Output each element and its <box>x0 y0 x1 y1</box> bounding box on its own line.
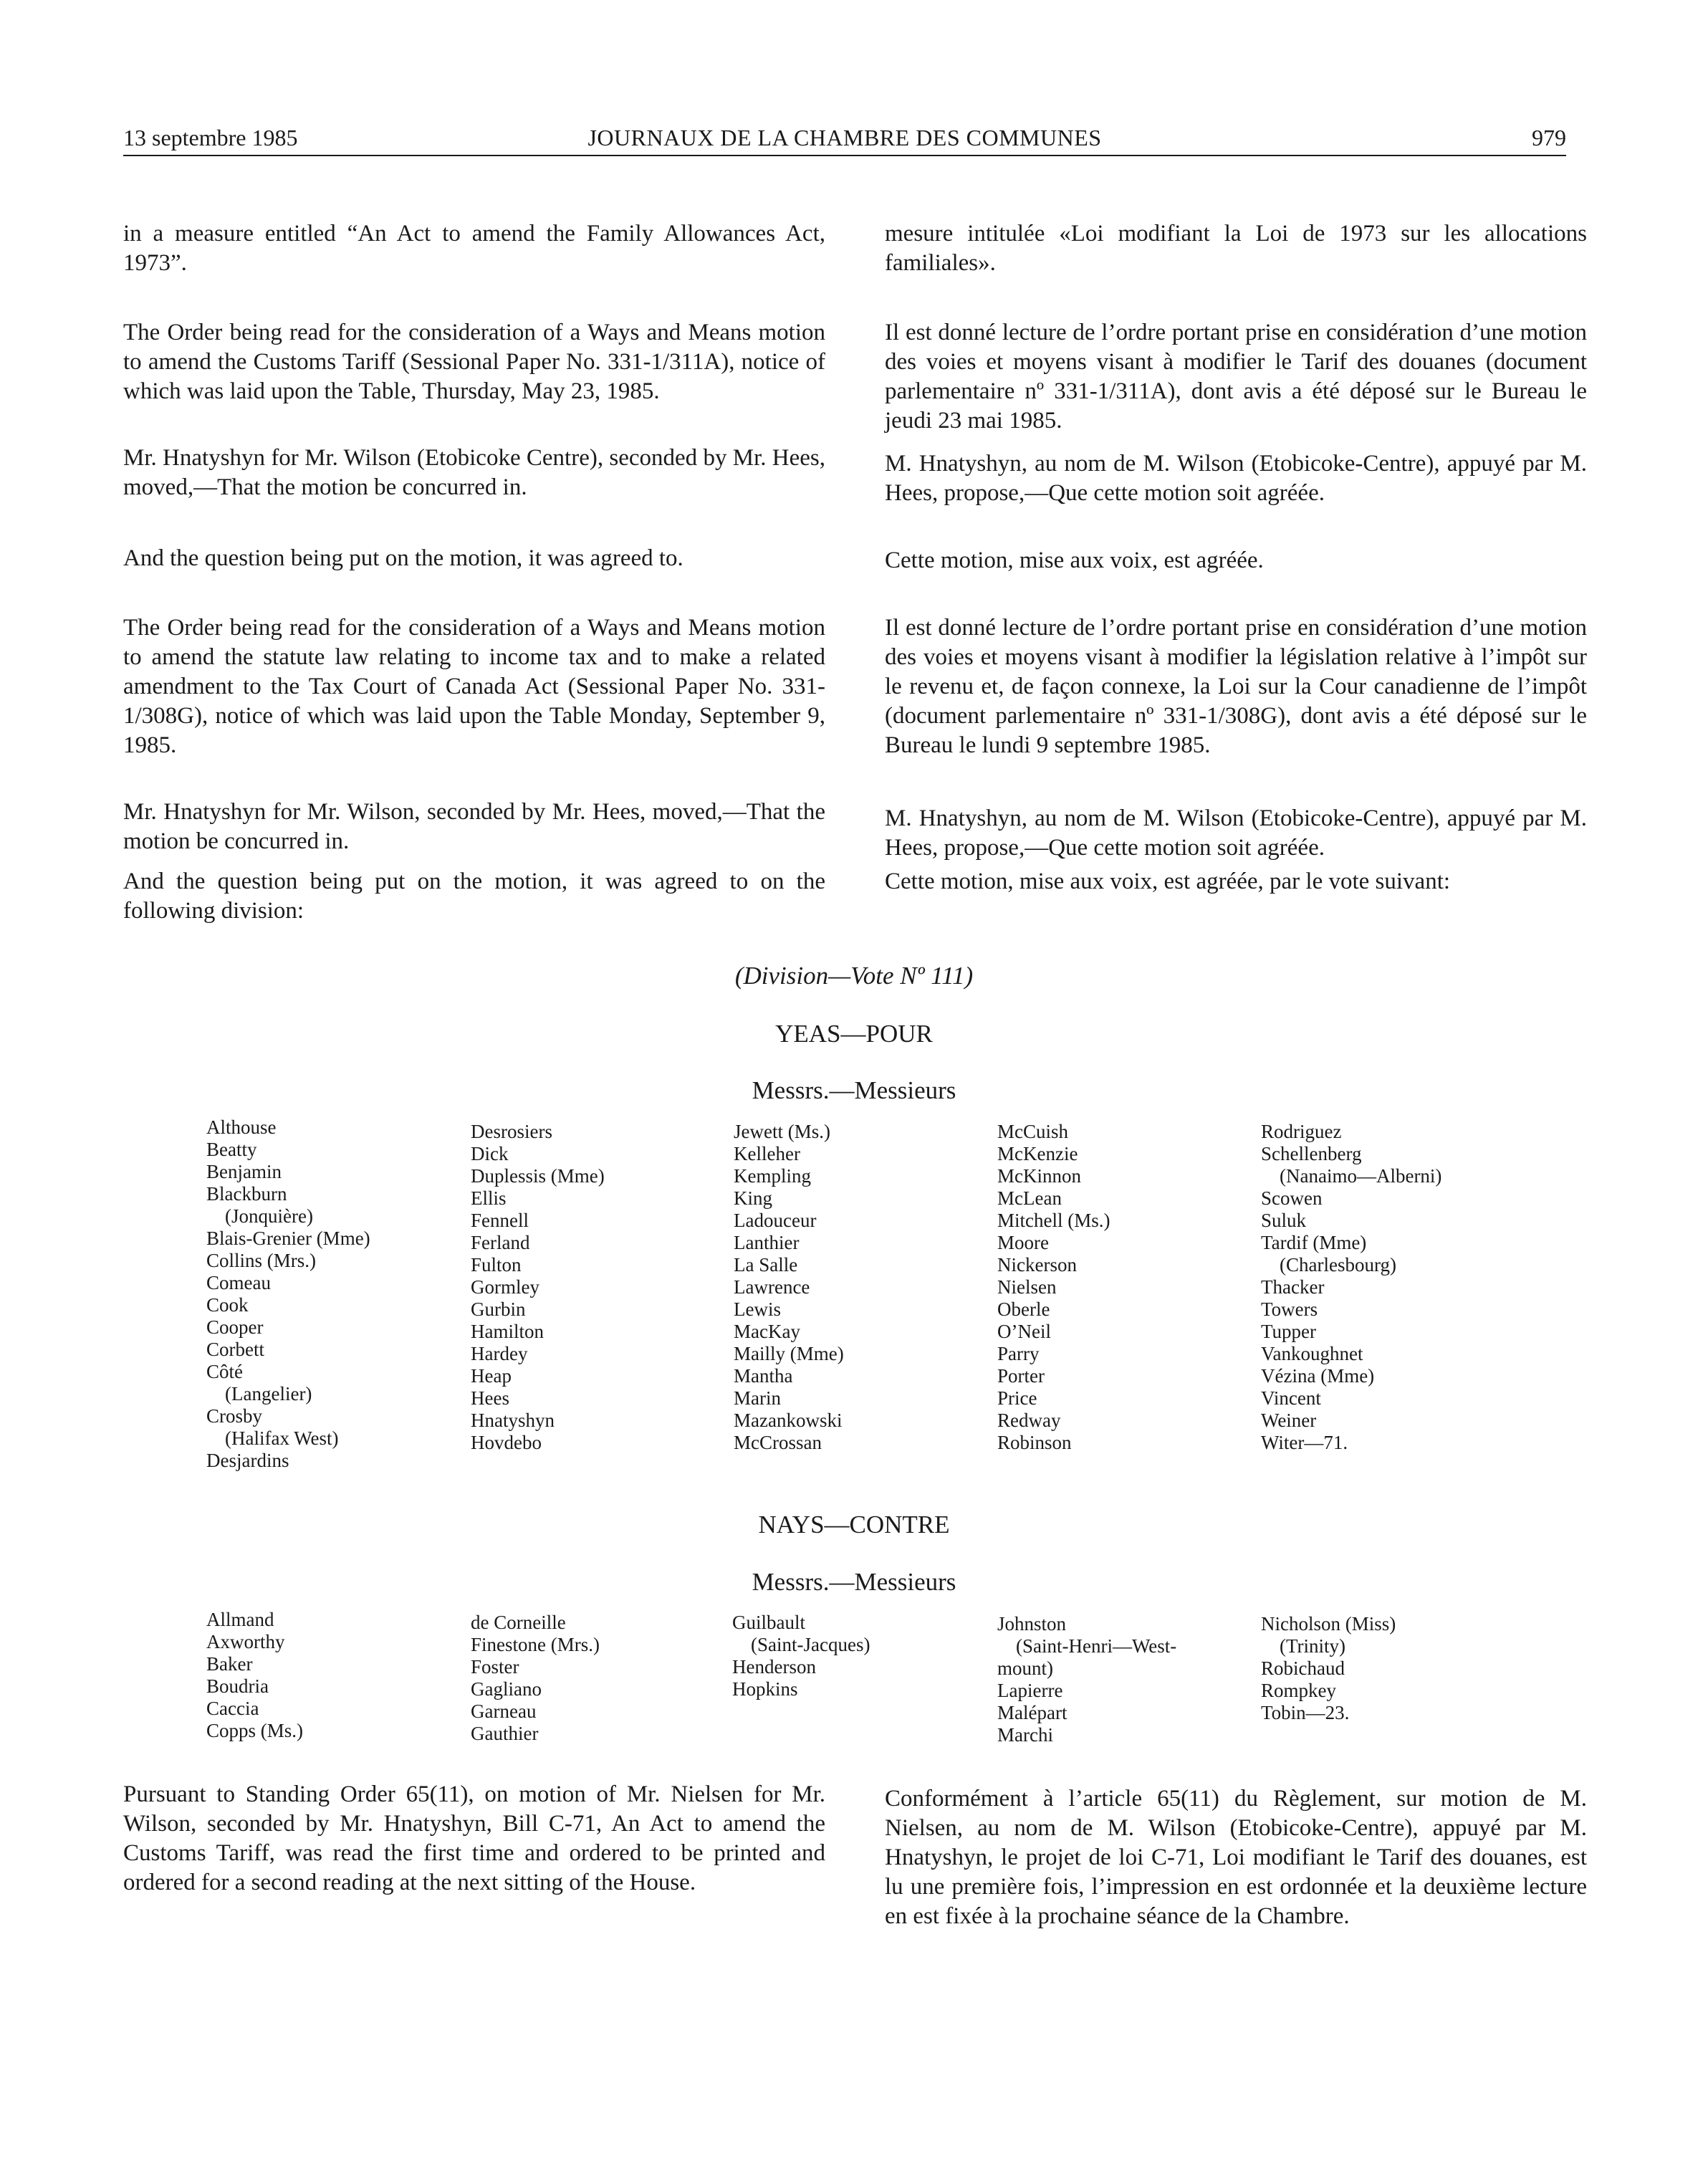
en-paragraph-5: The Order being read for the consideration of a Ways and Means motion to amend the statute law relating to income tax and to make a related amendment to the Tax Court of Canada Act (Sessional Paper No. 331-1/308G), notice of which was laid upon the Table Monday, September 9, 1985. <box>123 615 825 758</box>
yeas-subheading: Messrs.—Messieurs <box>752 1076 956 1104</box>
member-name: Gormley <box>471 1276 539 1298</box>
member-name: Mantha <box>734 1365 793 1387</box>
member-riding: (Langelier) <box>225 1383 312 1405</box>
member-name: Allmand <box>206 1609 274 1630</box>
member-riding: (Halifax West) <box>225 1427 339 1449</box>
en-paragraph-7: And the question being put on the motion, it was agreed to on the following division: <box>123 869 825 924</box>
yeas-column-1 <box>206 1116 370 1472</box>
member-name: Blais-Grenier (Mme) <box>206 1228 370 1249</box>
member-name: Rodriguez <box>1261 1121 1342 1142</box>
member-name: Henderson <box>732 1656 816 1678</box>
member-name: Finestone (Mrs.) <box>471 1634 600 1655</box>
member-name: Porter <box>997 1365 1045 1387</box>
member-name: Crosby <box>206 1405 263 1427</box>
member-name: Vincent <box>1261 1387 1321 1409</box>
member-name: McKenzie <box>997 1143 1078 1164</box>
header-date: 13 septembre 1985 <box>123 125 298 150</box>
member-name: Mitchell (Ms.) <box>997 1210 1110 1231</box>
member-name: Ferland <box>471 1232 530 1253</box>
member-riding: (Nanaimo—Alberni) <box>1280 1165 1442 1187</box>
yeas-heading: YEAS—POUR <box>775 1020 933 1048</box>
member-name: Gauthier <box>471 1723 539 1744</box>
page-number: 979 <box>1532 125 1566 150</box>
member-name: Vézina (Mme) <box>1261 1365 1375 1387</box>
member-name: King <box>734 1187 772 1209</box>
member-name: Lapierre <box>997 1680 1063 1701</box>
member-name: Ellis <box>471 1187 507 1209</box>
member-name: McCrossan <box>734 1432 822 1453</box>
en-paragraph-1: in a measure entitled “An Act to amend the Family Allowances Act, 1973”. <box>123 221 825 276</box>
member-name: Hopkins <box>732 1678 798 1700</box>
member-name: Guilbault <box>732 1612 805 1633</box>
member-name: Price <box>997 1387 1037 1409</box>
member-name: Scowen <box>1261 1187 1323 1209</box>
member-name: Rompkey <box>1261 1680 1336 1701</box>
nays-heading: NAYS—CONTRE <box>758 1511 950 1539</box>
member-name: McLean <box>997 1187 1062 1209</box>
member-riding: (Saint-Jacques) <box>751 1634 870 1655</box>
member-name: Côté <box>206 1361 243 1382</box>
page-header <box>123 120 1566 155</box>
member-name: de Corneille <box>471 1612 566 1633</box>
member-name: Baker <box>206 1653 253 1675</box>
member-name: Comeau <box>206 1272 271 1293</box>
member-name: Ladouceur <box>734 1210 817 1231</box>
fr-paragraph-5: Il est donné lecture de l’ordre portant prise en considération d’une motion des voies et moyens visant à modifier la législation relative à l’impôt sur le revenu et, de façon connexe, la Loi sur la Cour canadienne de l’impôt (document parlementaire nº 331-1/308G), dont avis a été déposé sur le Bureau le lundi 9 septembre 1985. <box>885 615 1587 758</box>
member-name: Hardey <box>471 1343 528 1364</box>
member-name: Tardif (Mme) <box>1261 1232 1367 1253</box>
member-name: Suluk <box>1261 1210 1307 1231</box>
header-rule <box>123 155 1566 156</box>
member-name: Copps (Ms.) <box>206 1720 304 1741</box>
en-paragraph-2: The Order being read for the consideration of a Ways and Means motion to amend the Customs Tariff (Sessional Paper No. 331-1/311A), notice of which was laid upon the Table, Thursday, May 23, 1985. <box>123 320 825 404</box>
fr-paragraph-7: Cette motion, mise aux voix, est agréée, par le vote suivant: <box>885 869 1451 894</box>
member-name: Schellenberg <box>1261 1143 1362 1164</box>
member-name: Towers <box>1261 1298 1318 1320</box>
member-name: Desrosiers <box>471 1121 552 1142</box>
en-paragraph-4: And the question being put on the motion, it was agreed to. <box>123 545 683 571</box>
nays-column-1 <box>206 1609 303 1742</box>
member-name: Robinson <box>997 1432 1072 1453</box>
member-name: Parry <box>997 1343 1040 1364</box>
member-name: Marchi <box>997 1724 1053 1746</box>
member-name: Redway <box>997 1410 1061 1431</box>
member-name: Kempling <box>734 1165 811 1187</box>
member-name: Corbett <box>206 1339 264 1360</box>
member-name: Weiner <box>1261 1410 1317 1431</box>
en-paragraph-3: Mr. Hnatyshyn for Mr. Wilson (Etobicoke Centre), seconded by Mr. Hees, moved,—That the motion be concurred in. <box>123 445 825 500</box>
header-title: JOURNAUX DE LA CHAMBRE DES COMMUNES <box>587 125 1102 150</box>
member-name: Fulton <box>471 1254 522 1276</box>
fr-paragraph-2: Il est donné lecture de l’ordre portant prise en considération d’une motion des voies et moyens visant à modifier le Tarif des douanes (document parlementaire nº 331-1/311A), dont avis a été déposé sur le Bureau le jeudi 23 mai 1985. <box>885 320 1587 434</box>
member-name: Marin <box>734 1387 781 1409</box>
fr-paragraph-4: Cette motion, mise aux voix, est agréée. <box>885 547 1264 573</box>
member-name: Boudria <box>206 1675 269 1697</box>
fr-paragraph-1: mesure intitulée «Loi modifiant la Loi de 1973 sur les allocations familiales». <box>885 221 1587 276</box>
member-name: Kelleher <box>734 1143 800 1164</box>
member-name: Hamilton <box>471 1321 544 1342</box>
nays-column-2 <box>471 1612 600 1745</box>
member-name: La Salle <box>734 1254 798 1276</box>
member-name: Gagliano <box>471 1678 542 1700</box>
yeas-column-5 <box>1261 1121 1441 1454</box>
member-name: Nickerson <box>997 1254 1077 1276</box>
member-name: Jewett (Ms.) <box>734 1121 830 1142</box>
member-riding: (Saint-Henri—West- <box>1016 1635 1177 1657</box>
member-name: McKinnon <box>997 1165 1081 1187</box>
member-name: Lanthier <box>734 1232 800 1253</box>
fr-paragraph-6: M. Hnatyshyn, au nom de M. Wilson (Etobicoke-Centre), appuyé par M. Hees, propose,—Que cette motion soit agréée. <box>885 805 1587 861</box>
yeas-column-2 <box>471 1121 605 1454</box>
member-name: Lewis <box>734 1298 781 1320</box>
member-name: Blackburn <box>206 1183 287 1205</box>
member-name: Heap <box>471 1365 512 1387</box>
nays-column-4 <box>997 1613 1176 1746</box>
member-riding: (Trinity) <box>1280 1635 1346 1657</box>
member-name: Hovdebo <box>471 1432 542 1453</box>
member-name: Witer—71. <box>1261 1432 1348 1453</box>
member-riding: mount) <box>997 1657 1053 1679</box>
member-name: Nielsen <box>997 1276 1057 1298</box>
member-name: MacKay <box>734 1321 800 1342</box>
yeas-column-3 <box>734 1121 844 1454</box>
member-name: Cook <box>206 1294 249 1316</box>
member-name: Oberle <box>997 1298 1050 1320</box>
member-name: Cooper <box>206 1316 264 1338</box>
member-name: Foster <box>471 1656 519 1678</box>
en-paragraph-6: Mr. Hnatyshyn for Mr. Wilson, seconded by Mr. Hees, moved,—That the motion be concurred in. <box>123 799 825 854</box>
member-name: Tupper <box>1261 1321 1317 1342</box>
member-name: Benjamin <box>206 1161 282 1182</box>
member-name: Moore <box>997 1232 1049 1253</box>
member-name: Lawrence <box>734 1276 810 1298</box>
member-name: Beatty <box>206 1139 257 1160</box>
nays-subheading: Messrs.—Messieurs <box>752 1568 956 1596</box>
member-name: Hees <box>471 1387 509 1409</box>
member-name: McCuish <box>997 1121 1069 1142</box>
member-name: Hnatyshyn <box>471 1410 555 1431</box>
member-name: Malépart <box>997 1702 1068 1723</box>
en-paragraph-8: Pursuant to Standing Order 65(11), on motion of Mr. Nielsen for Mr. Wilson, seconded by Mr. Hnatyshyn, Bill C-71, An Act to amend the Customs Tariff, was read the first time and ordered to be printed and ordered for a second reading at the next sitting of the House. <box>123 1781 825 1895</box>
fr-paragraph-8: Conformément à l’article 65(11) du Règlement, sur motion de M. Nielsen, au nom de M. Wilson (Etobicoke-Centre), appuyé par M. Hnatyshyn, le projet de loi C-71, Loi modifiant le Tarif des douanes, est lu une première fois, l’impression en est ordonnée et la deuxième lecture en est fixée à la prochaine séance de la Chambre. <box>885 1786 1587 1929</box>
member-name: O’Neil <box>997 1321 1051 1342</box>
member-riding: (Jonquière) <box>225 1205 313 1227</box>
member-name: Mailly (Mme) <box>734 1343 844 1364</box>
member-name: Desjardins <box>206 1450 289 1471</box>
nays-column-3 <box>732 1612 870 1700</box>
member-name: Gurbin <box>471 1298 526 1320</box>
fr-paragraph-3: M. Hnatyshyn, au nom de M. Wilson (Etobicoke-Centre), appuyé par M. Hees, propose,—Que cette motion soit agréée. <box>885 451 1587 506</box>
member-name: Robichaud <box>1261 1657 1345 1679</box>
member-name: Nicholson (Miss) <box>1261 1613 1396 1635</box>
member-name: Mazankowski <box>734 1410 843 1431</box>
member-name: Tobin—23. <box>1261 1702 1350 1723</box>
member-name: Althouse <box>206 1116 277 1138</box>
member-name: Thacker <box>1261 1276 1325 1298</box>
member-name: Axworthy <box>206 1631 285 1652</box>
member-name: Vankoughnet <box>1261 1343 1363 1364</box>
member-name: Johnston <box>997 1613 1067 1635</box>
member-name: Caccia <box>206 1698 259 1719</box>
yeas-column-4 <box>997 1121 1110 1454</box>
member-name: Garneau <box>471 1700 537 1722</box>
member-riding: (Charlesbourg) <box>1280 1254 1396 1276</box>
member-name: Fennell <box>471 1210 529 1231</box>
division-title: (Division—Vote Nº 111) <box>734 962 974 990</box>
nays-column-5 <box>1261 1613 1396 1724</box>
member-name: Duplessis (Mme) <box>471 1165 605 1187</box>
member-name: Collins (Mrs.) <box>206 1250 317 1271</box>
member-name: Dick <box>471 1143 509 1164</box>
